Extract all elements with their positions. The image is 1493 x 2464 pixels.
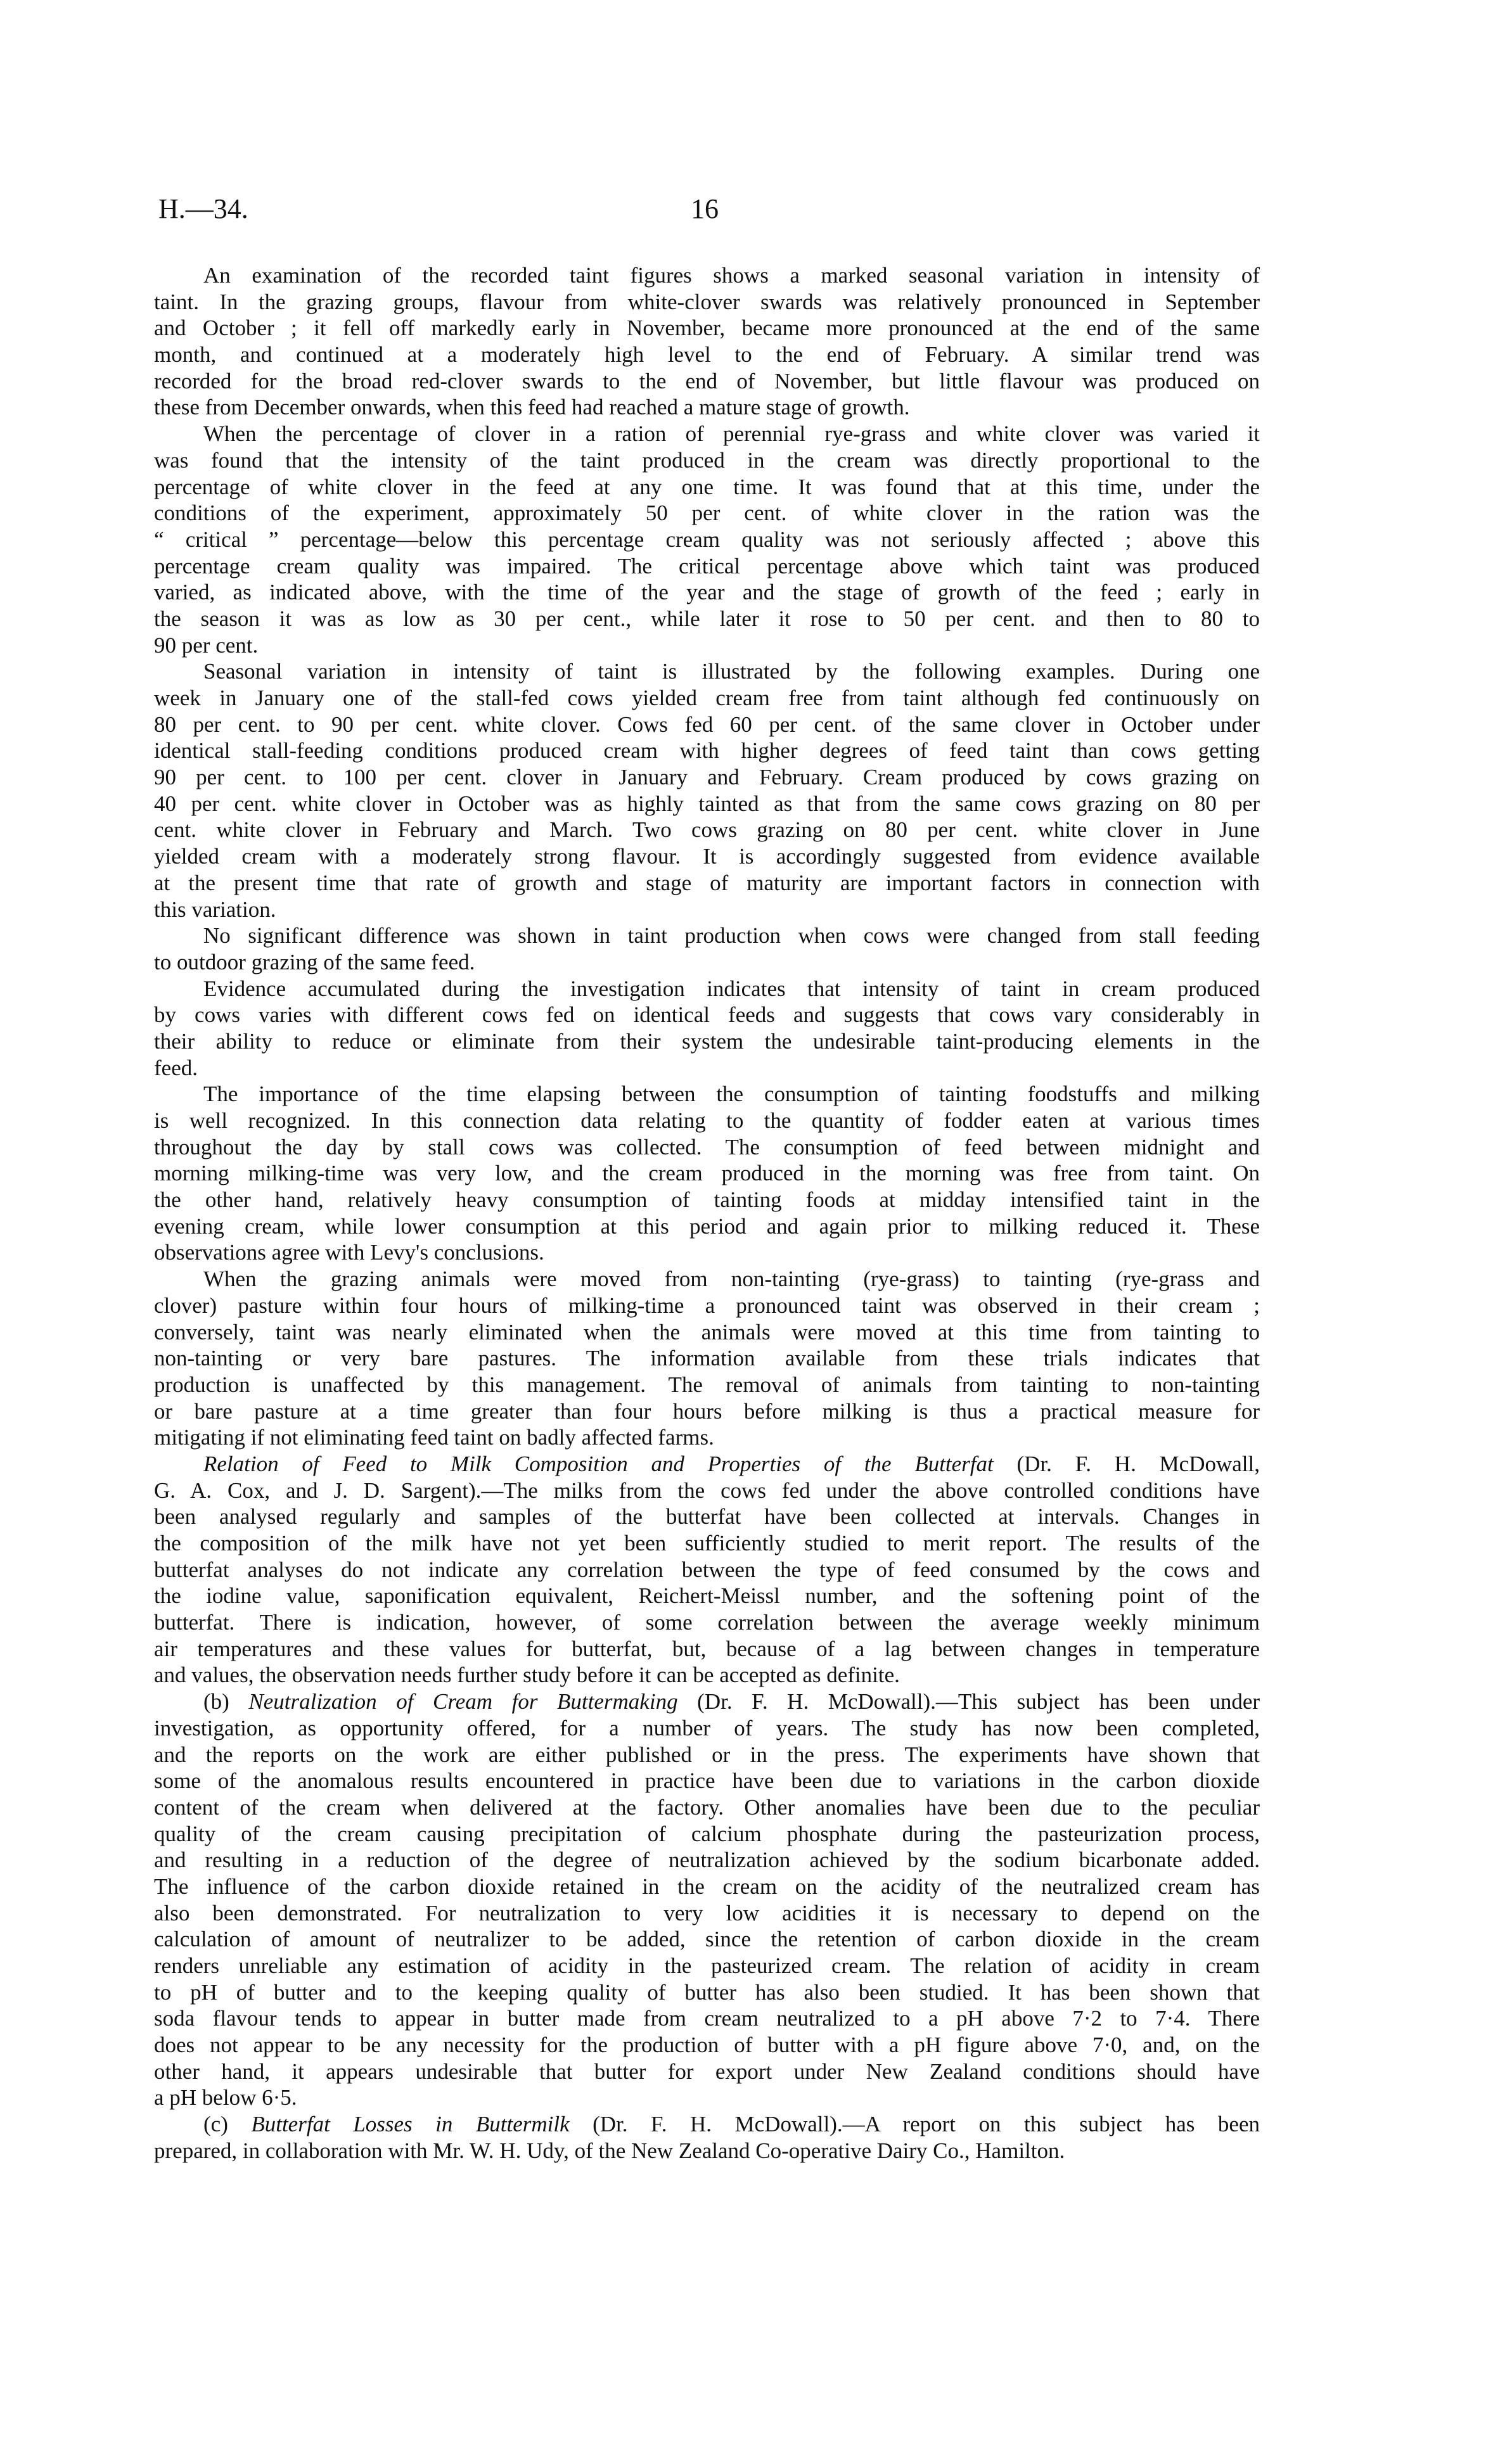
text-line: these from December onwards, when this feed had reached a mature stage of growth.: [154, 395, 910, 420]
text-line: “ critical ” percentage—below this percentage cream quality was not seriously affected ; above this: [154, 527, 1260, 552]
text-line: air temperatures and these values for butterfat, but, because of a lag between changes in temperature: [154, 1636, 1260, 1661]
section-heading: Neutralization of Cream for Buttermaking: [248, 1689, 678, 1714]
text-line: 80 per cent. to 90 per cent. white clover. Cows fed 60 per cent. of the same clover in October under: [154, 712, 1260, 737]
paragraph: [154, 262, 1260, 421]
body-text: [154, 262, 1260, 2164]
text-line: conversely, taint was nearly eliminated when the animals were moved at this time from tainting to: [154, 1319, 1260, 1344]
paragraph: [154, 922, 1260, 975]
text-line: Relation of Feed to Milk Composition and Properties of the Butterfat (Dr. F. H. McDowall,: [203, 1451, 1260, 1476]
text-line: Seasonal variation in intensity of taint is illustrated by the following examples. During one: [203, 659, 1260, 684]
text-line: content of the cream when delivered at the factory. Other anomalies have been due to the peculiar: [154, 1794, 1260, 1820]
paragraph: [154, 1688, 1260, 2111]
text-line: and values, the observation needs further study before it can be accepted as definite.: [154, 1663, 900, 1688]
paragraph: [154, 1266, 1260, 1451]
paragraph: [154, 421, 1260, 658]
text-line: recorded for the broad red-clover swards to the end of November, but little flavour was produced on: [154, 368, 1260, 393]
text-line: renders unreliable any estimation of acidity in the pasteurized cream. The relation of acidity in cream: [154, 1953, 1260, 1978]
text-line: at the present time that rate of growth and stage of maturity are important factors in connection with: [154, 870, 1260, 895]
document-code: H.—34.: [158, 193, 248, 224]
text-line: production is unaffected by this management. The removal of animals from tainting to non-tainting: [154, 1372, 1260, 1397]
text-line: investigation, as opportunity offered, for a number of years. The study has now been completed,: [154, 1715, 1260, 1740]
text-line: and resulting in a reduction of the degree of neutralization achieved by the sodium bicarbonate added.: [154, 1848, 1260, 1873]
text-line: to pH of butter and to the keeping quality of butter has also been studied. It has been shown that: [154, 1979, 1260, 2005]
text-line: conditions of the experiment, approximately 50 per cent. of white clover in the ration was the: [154, 501, 1260, 526]
text-line: Evidence accumulated during the investigation indicates that intensity of taint in cream produced: [203, 976, 1260, 1001]
text-line: morning milking-time was very low, and the cream produced in the morning was free from taint. On: [154, 1161, 1260, 1186]
text-line: identical stall-feeding conditions produced cream with higher degrees of feed taint than cows getting: [154, 738, 1260, 763]
text-line: mitigating if not eliminating feed taint on badly affected farms.: [154, 1425, 714, 1450]
text-line: observations agree with Levy's conclusions.: [154, 1240, 544, 1265]
paragraph: [154, 1451, 1260, 1688]
text-line: 40 per cent. white clover in October was as highly tainted as that from the same cows grazing on 80 per: [154, 791, 1260, 816]
text-line: quality of the cream causing precipitation of calcium phosphate during the pasteurization process,: [154, 1821, 1260, 1846]
text-line: the composition of the milk have not yet been sufficiently studied to merit report. The results of the: [154, 1531, 1260, 1555]
text-line: butterfat. There is indication, however, of some correlation between the average weekly minimum: [154, 1610, 1260, 1635]
text-line: their ability to reduce or eliminate from their system the undesirable taint-producing elements in the: [154, 1028, 1260, 1054]
text-line: week in January one of the stall-fed cows yielded cream free from taint although fed continuously on: [154, 686, 1260, 710]
paragraph: [154, 658, 1260, 922]
text-line: butterfat analyses do not indicate any correlation between the type of feed consumed by the cows and: [154, 1557, 1260, 1582]
text-line: this variation.: [154, 897, 276, 922]
text-line: throughout the day by stall cows was collected. The consumption of feed between midnight and: [154, 1134, 1260, 1159]
text-line: and October ; it fell off markedly early in November, became more pronounced at the end of the same: [154, 316, 1260, 341]
text-line: the iodine value, saponification equivalent, Reichert-Meissl number, and the softening point of the: [154, 1583, 1260, 1609]
text-line: percentage of white clover in the feed at any one time. It was found that at this time, under the: [154, 474, 1260, 499]
text-line: to outdoor grazing of the same feed.: [154, 949, 475, 974]
text-line: The influence of the carbon dioxide retained in the cream on the acidity of the neutralized cream has: [154, 1874, 1260, 1899]
text-line: taint. In the grazing groups, flavour from white-clover swards was relatively pronounced in September: [154, 289, 1260, 314]
text-line: does not appear to be any necessity for the production of butter with a pH figure above 7·0, and, on the: [154, 2033, 1260, 2058]
text-line: by cows varies with different cows fed on identical feeds and suggests that cows vary considerably in: [154, 1002, 1260, 1028]
text-line: non-tainting or very bare pastures. The information available from these trials indicates that: [154, 1346, 1260, 1371]
paragraph: [154, 1081, 1260, 1266]
text-line: and the reports on the work are either published or in the press. The experiments have shown that: [154, 1742, 1260, 1767]
text-line: No significant difference was shown in taint production when cows were changed from stall feeding: [203, 923, 1260, 948]
text-line: percentage cream quality was impaired. The critical percentage above which taint was produced: [154, 553, 1260, 578]
text-line: varied, as indicated above, with the time of the year and the stage of growth of the feed ; early in: [154, 580, 1260, 605]
text-line: yielded cream with a moderately strong flavour. It is accordingly suggested from evidence available: [154, 844, 1260, 869]
text-line: calculation of amount of neutralizer to be added, since the retention of carbon dioxide in the cream: [154, 1927, 1260, 1952]
text-line: When the grazing animals were moved from non-tainting (rye-grass) to tainting (rye-grass and: [203, 1267, 1260, 1292]
page-number: 16: [691, 193, 719, 224]
text-line: (b) Neutralization of Cream for Buttermaking (Dr. F. H. McDowall).—This subject has been under: [203, 1689, 1260, 1714]
text-line: is well recognized. In this connection data relating to the quantity of fodder eaten at various times: [154, 1108, 1260, 1133]
text-line: evening cream, while lower consumption at this period and again prior to milking reduced it. These: [154, 1213, 1260, 1239]
text-line: been analysed regularly and samples of the butterfat have been collected at intervals. Changes in: [154, 1504, 1260, 1529]
text-line: other hand, it appears undesirable that butter for export under New Zealand conditions should have: [154, 2059, 1260, 2084]
text-line: was found that the intensity of the taint produced in the cream was directly proportional to the: [154, 447, 1260, 473]
text-line: some of the anomalous results encountered in practice have been due to variations in the carbon dioxide: [154, 1768, 1260, 1794]
text-line: month, and continued at a moderately high level to the end of February. A similar trend was: [154, 342, 1260, 367]
text-line: (c) Butterfat Losses in Buttermilk (Dr. F. H. McDowall).—A report on this subject has been: [203, 2112, 1260, 2137]
text-line: An examination of the recorded taint figures shows a marked seasonal variation in intensity of: [203, 263, 1260, 288]
section-heading: Relation of Feed to Milk Composition and Properties of the Butterfat: [203, 1451, 994, 1476]
text-line: clover) pasture within four hours of milking-time a pronounced taint was observed in their cream ;: [154, 1293, 1260, 1318]
text-line: 90 per cent. to 100 per cent. clover in January and February. Cream produced by cows grazing on: [154, 765, 1260, 790]
text-line: 90 per cent.: [154, 632, 259, 658]
text-line: soda flavour tends to appear in butter made from cream neutralized to a pH above 7·2 to 7·4. There: [154, 2006, 1260, 2031]
text-line: a pH below 6·5.: [154, 2085, 297, 2110]
text-line: feed.: [154, 1055, 198, 1080]
text-line: also been demonstrated. For neutralization to very low acidities it is necessary to depend on the: [154, 1900, 1260, 1925]
text-line: or bare pasture at a time greater than four hours before milking is thus a practical measure for: [154, 1398, 1260, 1424]
text-line: the season it was as low as 30 per cent., while later it rose to 50 per cent. and then to 80 to: [154, 606, 1260, 631]
paragraph: [154, 976, 1260, 1082]
section-heading: Butterfat Losses in Buttermilk: [251, 2112, 570, 2137]
text-line: When the percentage of clover in a ration of perennial rye-grass and white clover was varied it: [203, 421, 1260, 447]
text-line: cent. white clover in February and March. Two cows grazing on 80 per cent. white clover in June: [154, 817, 1260, 843]
text-line: the other hand, relatively heavy consumption of tainting foods at midday intensified taint in the: [154, 1187, 1260, 1213]
text-line: prepared, in collaboration with Mr. W. H. Udy, of the New Zealand Co-operative Dairy Co., Hamilton.: [154, 2138, 1065, 2163]
paragraph: [154, 2111, 1260, 2164]
text-line: G. A. Cox, and J. D. Sargent).—The milks from the cows fed under the above controlled conditions have: [154, 1478, 1260, 1503]
text-line: The importance of the time elapsing between the consumption of tainting foodstuffs and milking: [203, 1082, 1260, 1107]
